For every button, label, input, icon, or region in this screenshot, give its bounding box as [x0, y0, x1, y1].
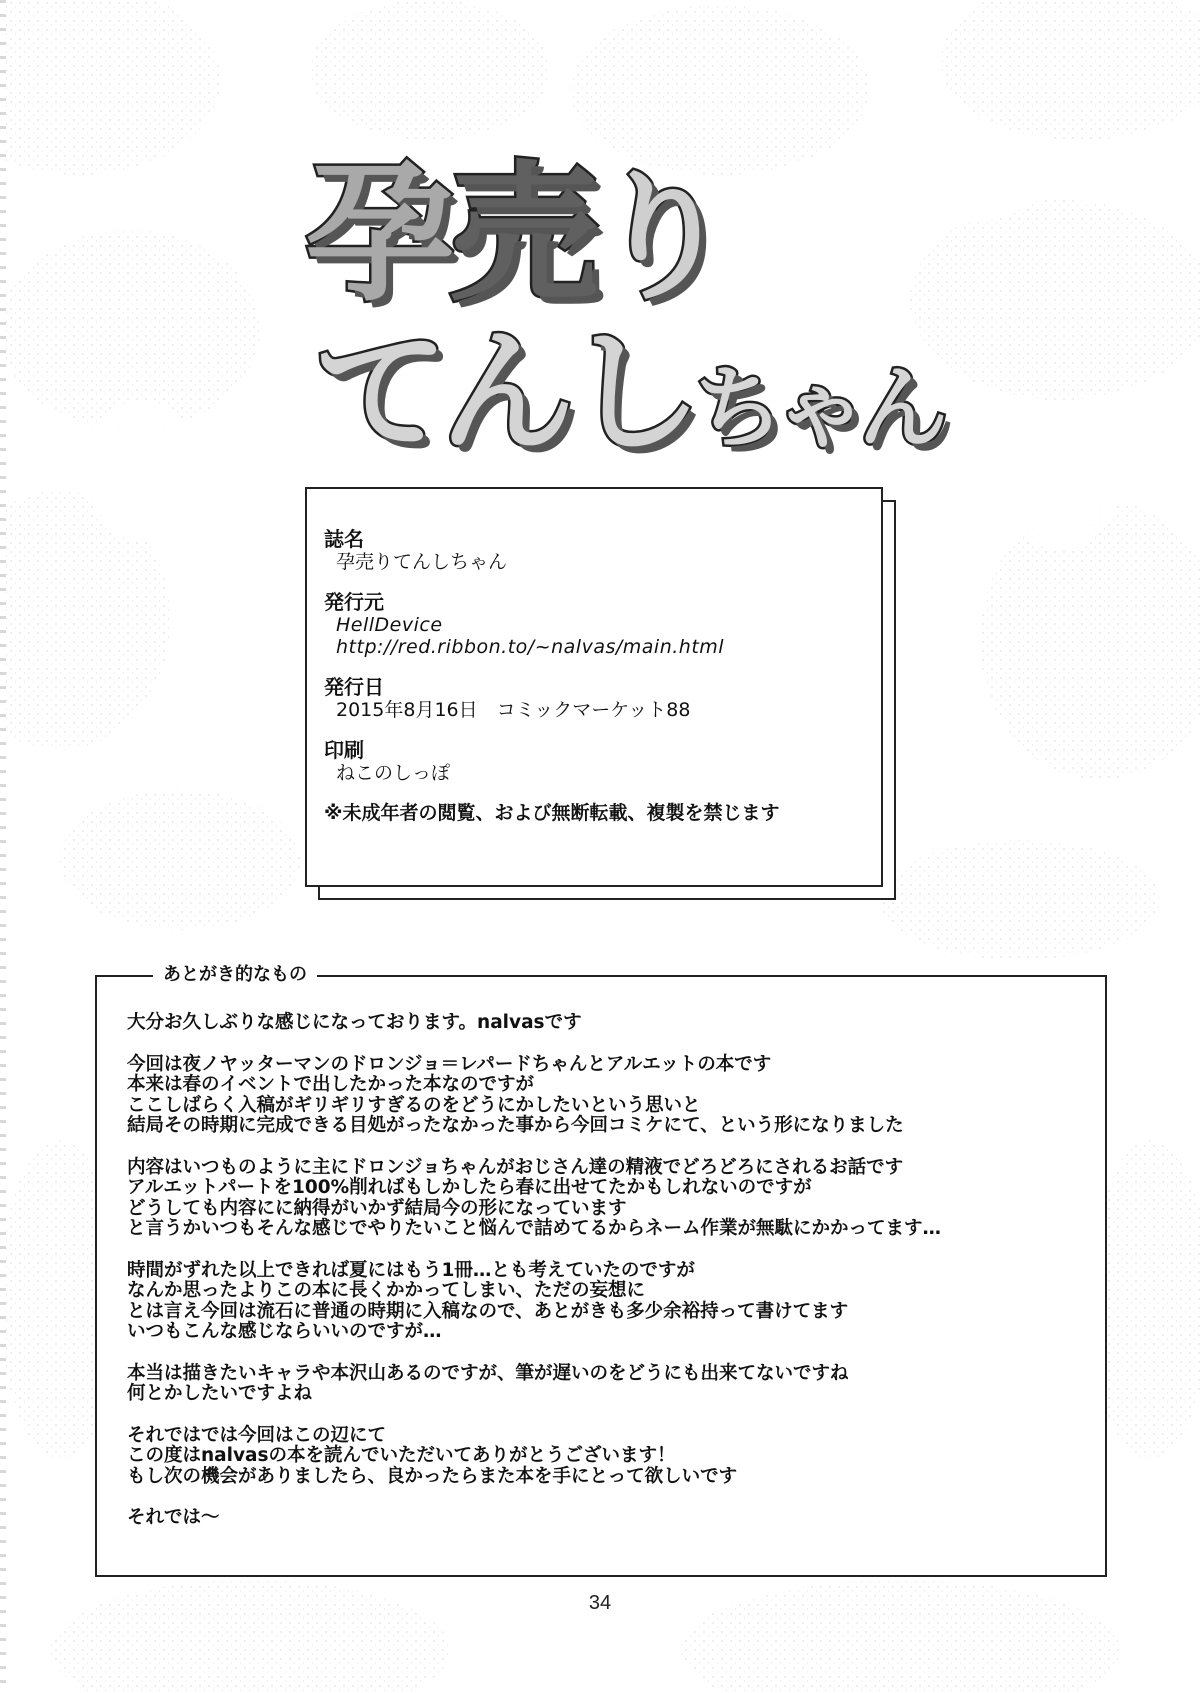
colophon-label: 発行日 [324, 675, 384, 699]
logo-line-1 [305, 148, 728, 322]
colophon-label: 発行元 [324, 590, 384, 614]
afterword-paragraph [127, 1158, 1087, 1240]
colophon-date-section [324, 675, 881, 721]
afterword-body [127, 1013, 1087, 1550]
afterword-line: 本来は春のイベントで出したかった本なのですが [127, 1074, 535, 1095]
colophon-value: HellDevice [336, 614, 443, 636]
colophon-label: 誌名 [324, 527, 364, 551]
afterword-line: 大分お久しぶりな感じになっております。nalvasです [127, 1012, 582, 1033]
afterword-line: どうしても内容にに納得がいかず結局今の形になっています [127, 1197, 627, 1219]
afterword-line: 内容はいつものように主にドロンジョちゃんがおじさん達の精液でどろどろにされるお話です [127, 1156, 904, 1178]
afterword-title: あとがき的なもの [153, 963, 317, 987]
afterword-line: それでは～ [127, 1507, 220, 1528]
page-number: 34 [588, 1592, 612, 1614]
afterword-paragraph [127, 1013, 1087, 1034]
afterword-line: アルエットパートを100%削ればもしかしたら春に出せてたかもしれないのですが [127, 1177, 812, 1198]
afterword-paragraph [127, 1261, 1087, 1343]
title-logo [305, 148, 940, 471]
afterword-paragraph [127, 1426, 1087, 1488]
afterword-line: と言うかいつもそんな感じでやりたいこと悩んで詰めてるからネーム作業が無駄にかかってます… [127, 1218, 942, 1239]
colophon-notice: ※未成年者の閲覧、および無断転載、複製を禁じます [324, 802, 780, 824]
colophon-url: http://red.ribbon.to/~nalvas/main.html [336, 636, 725, 658]
colophon-title-section [324, 527, 881, 573]
afterword-line: 本当は描きたいキャラや本沢山あるのですが、筆が遅いのをどうにも出来てないですね [127, 1362, 849, 1384]
afterword-paragraph [127, 1364, 1087, 1405]
afterword-line: とは言え今回は流石に普通の時期に入稿なので、あとがきも多少余裕持って書けてます [127, 1300, 849, 1322]
afterword-line: 何とかしたいですよね [127, 1383, 313, 1404]
logo-word-tenshi: てんし [313, 314, 694, 471]
logo-line-2 [313, 314, 940, 471]
logo-char-3: り [593, 157, 728, 320]
afterword-line: いつもこんな感じならいいのですが… [127, 1321, 442, 1342]
afterword-line: 時間がずれた以上できれば夏にはもう1冊…とも考えていたのですが [127, 1259, 695, 1281]
afterword-line: もし次の機会がありましたら、良かったらまた本を手にとって欲しいです [127, 1465, 738, 1487]
colophon-box [305, 487, 883, 887]
logo-char-1: 孕 [305, 148, 450, 322]
afterword-line: ここしばらく入稿がギリギリすぎるのをどうにかしたいという思いと [127, 1094, 701, 1116]
afterword-box [95, 964, 1107, 1577]
logo-char-2: 売 [449, 148, 594, 322]
colophon-value: 孕売りてんしちゃん [336, 551, 508, 573]
afterword-line: 結局その時期に完成できる目処がったなかった事から今回コミケにて、という形になりました [127, 1115, 904, 1136]
afterword-line: 今回は夜ノヤッターマンのドロンジョ＝レパードちゃんとアルエットの本です [127, 1053, 772, 1075]
logo-word-chan: ちゃん [694, 356, 940, 461]
afterword-line: なんか思ったよりこの本に長くかかってしまい、ただの妄想に [127, 1280, 646, 1301]
colophon-publisher-section [324, 590, 881, 658]
afterword-paragraph [127, 1508, 1087, 1529]
colophon-value: ねこのしっぽ [336, 762, 451, 784]
colophon-value: 2015年8月16日 コミックマーケット88 [336, 699, 691, 721]
colophon-printer-section [324, 738, 881, 784]
colophon-label: 印刷 [324, 738, 364, 762]
afterword-line: それではでは今回はこの辺にて [127, 1424, 387, 1446]
afterword-line: この度はnalvasの本を読んでいただいてありがとうございます！ [127, 1445, 676, 1466]
afterword-paragraph [127, 1055, 1087, 1137]
binding-edge [0, 0, 6, 1693]
